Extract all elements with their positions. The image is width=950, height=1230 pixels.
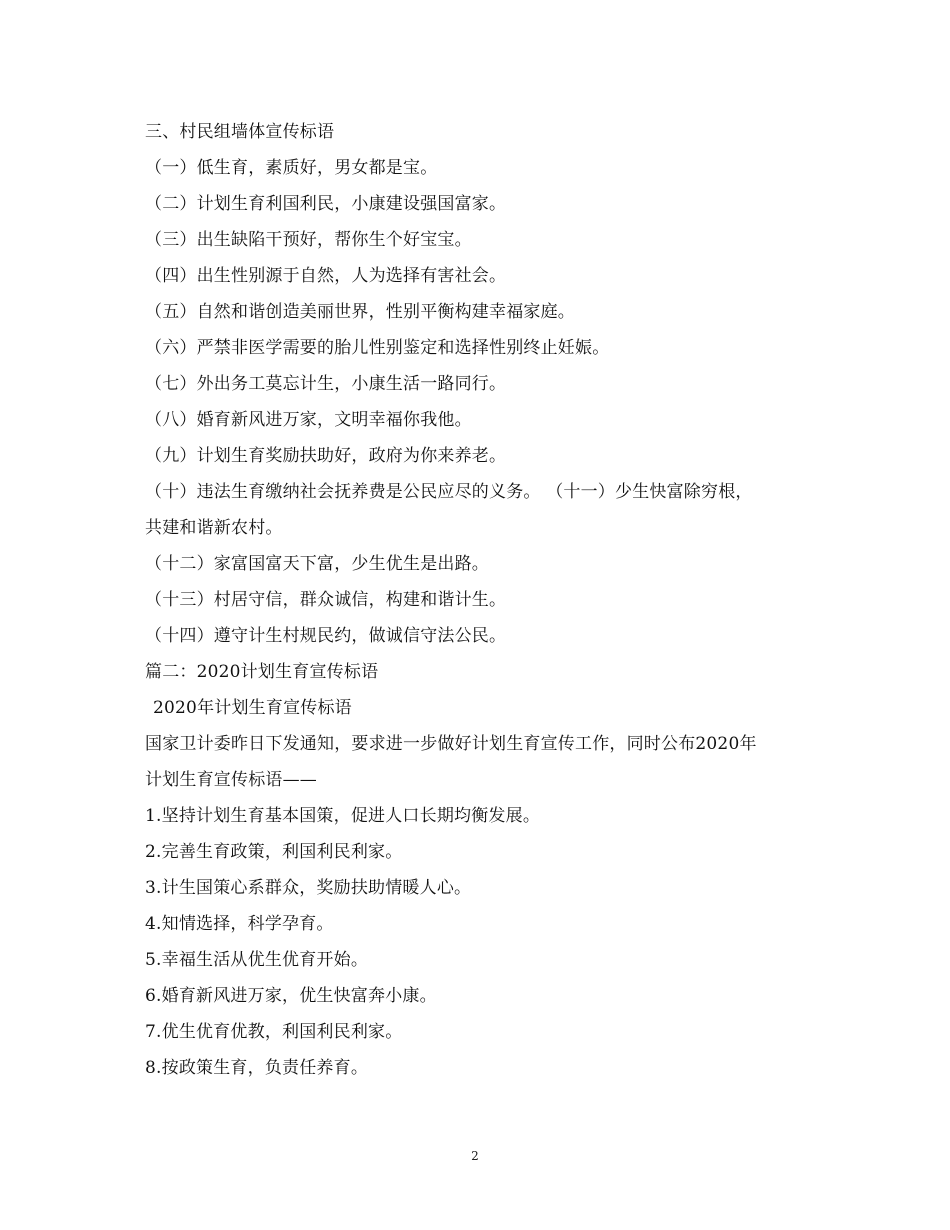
slogan-item: （七）外出务工莫忘计生，小康生活一路同行。 xyxy=(145,374,507,394)
slogan-item: （二）计划生育利国利民，小康建设强国富家。 xyxy=(145,194,507,214)
numbered-slogan: 6.婚育新风进万家，优生快富奔小康。 xyxy=(145,986,437,1006)
numbered-slogan: 7.优生优育优教，利国利民利家。 xyxy=(145,1022,403,1042)
numbered-slogan: 2.完善生育政策，利国利民利家。 xyxy=(145,842,403,862)
numbered-slogan: 8.按政策生育，负责任养育。 xyxy=(145,1058,369,1078)
page-number: 2 xyxy=(471,1149,479,1163)
slogan-item: （三）出生缺陷干预好，帮你生个好宝宝。 xyxy=(145,230,472,250)
numbered-slogan: 3.计生国策心系群众，奖励扶助情暖人心。 xyxy=(145,878,472,898)
numbered-slogan: 4.知情选择，科学孕育。 xyxy=(145,914,334,934)
slogan-item-10-line2: 共建和谐新农村。 xyxy=(145,518,283,538)
numbered-slogan: 1.坚持计划生育基本国策，促进人口长期均衡发展。 xyxy=(145,806,541,826)
intro-line: 国家卫计委昨日下发通知，要求进一步做好计划生育宣传工作，同时公布2020年 xyxy=(145,734,757,754)
slogan-item: （十三）村居守信，群众诚信，构建和谐计生。 xyxy=(145,590,507,610)
slogan-item: （十二）家富国富天下富，少生优生是出路。 xyxy=(145,554,489,574)
slogan-item: （八）婚育新风进万家，文明幸福你我他。 xyxy=(145,410,472,430)
numbered-slogan: 5.幸福生活从优生优育开始。 xyxy=(145,950,369,970)
document-body xyxy=(145,114,815,1086)
slogan-item: （四）出生性别源于自然，人为选择有害社会。 xyxy=(145,266,507,286)
section-title: 三、村民组墙体宣传标语 xyxy=(145,122,335,142)
slogan-item: （九）计划生育奖励扶助好，政府为你来养老。 xyxy=(145,446,507,466)
slogan-item: （十四）遵守计生村规民约，做诚信守法公民。 xyxy=(145,626,507,646)
slogan-item: （五）自然和谐创造美丽世界，性别平衡构建幸福家庭。 xyxy=(145,302,575,322)
intro-line: 计划生育宣传标语—— xyxy=(145,770,317,790)
slogan-item: （六）严禁非医学需要的胎儿性别鉴定和选择性别终止妊娠。 xyxy=(145,338,610,358)
part-heading: 篇二：2020计划生育宣传标语 xyxy=(145,662,379,682)
slogan-item-10-line1: （十）违法生育缴纳社会抚养费是公民应尽的义务。 （十一）少生快富除穷根， xyxy=(145,482,753,502)
part-title: 2020年计划生育宣传标语 xyxy=(153,698,352,718)
slogan-item: （一）低生育，素质好，男女都是宝。 xyxy=(145,158,438,178)
